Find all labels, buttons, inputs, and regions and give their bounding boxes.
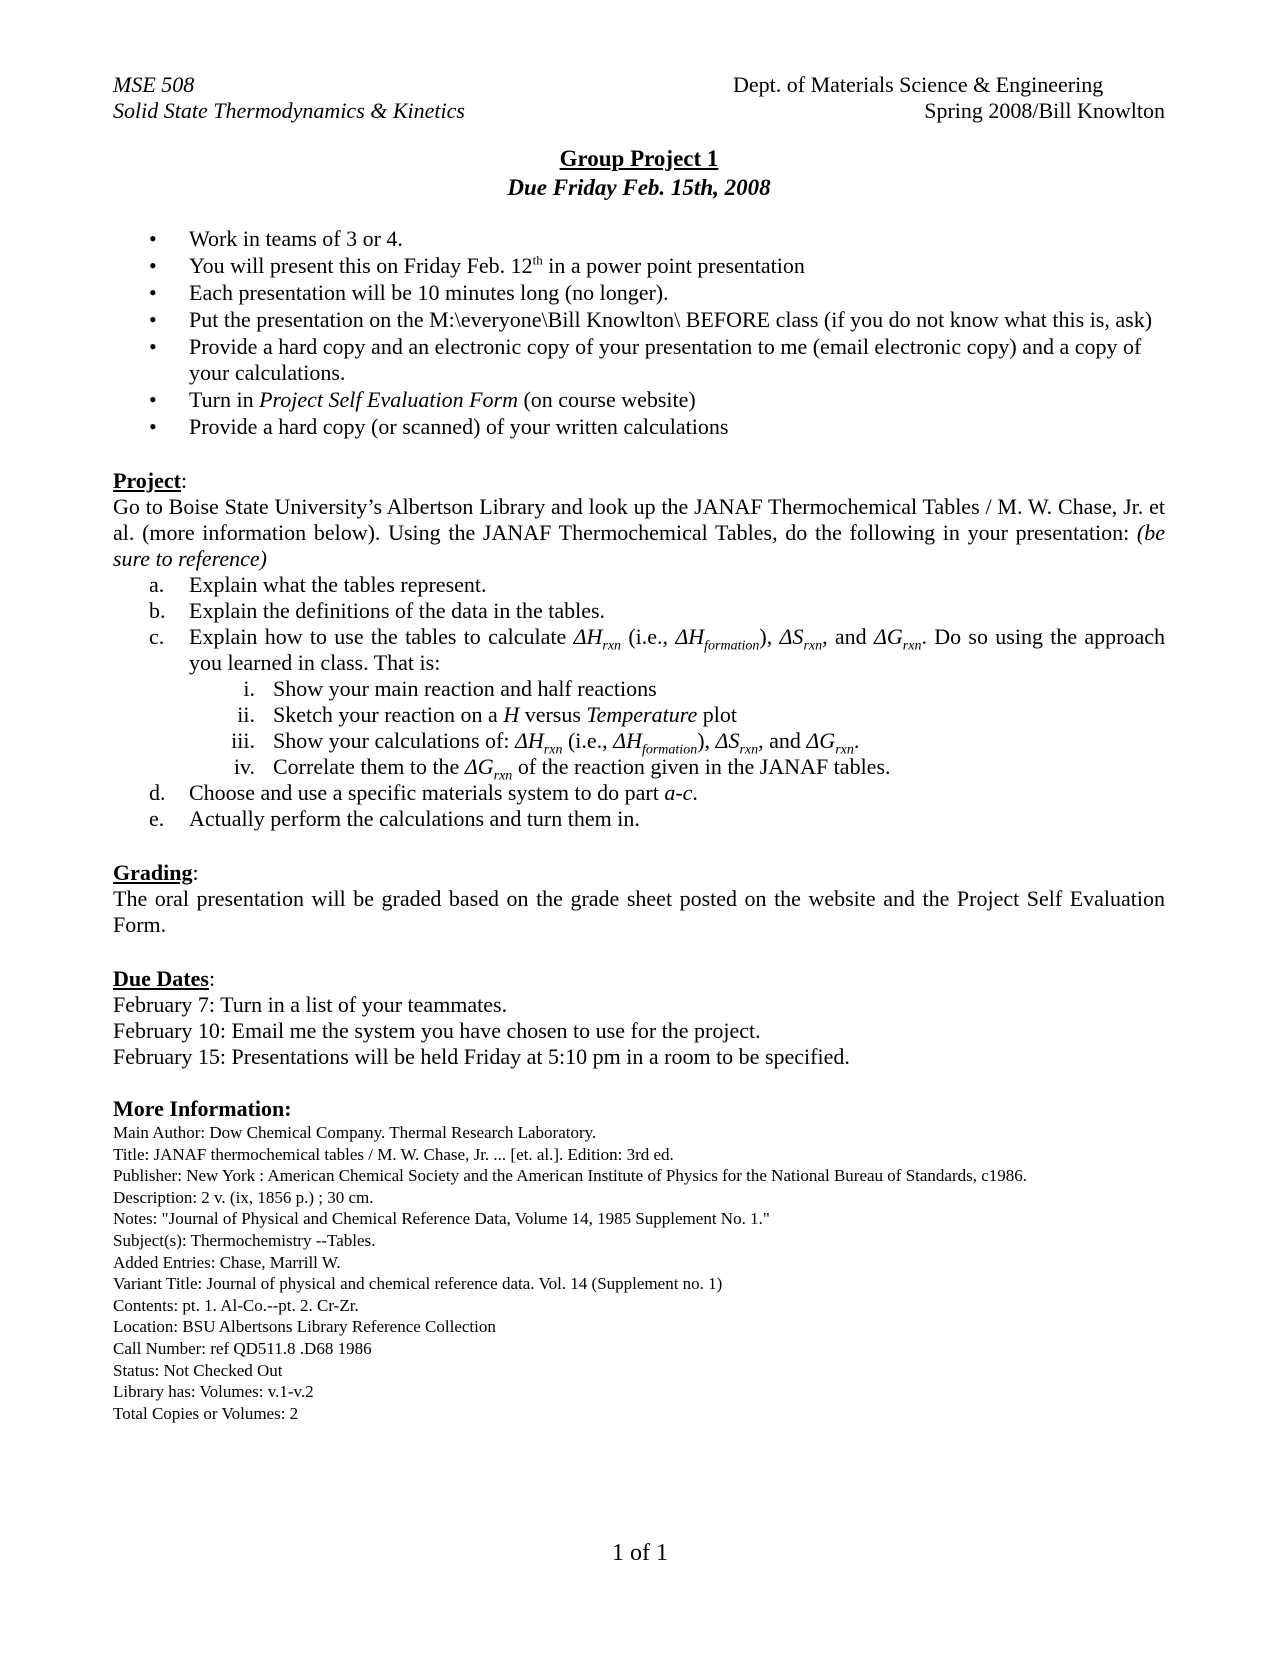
course-title: Solid State Thermodynamics & Kinetics — [113, 98, 465, 123]
project-steps — [113, 572, 1165, 832]
info-line: Location: BSU Albertsons Library Reference Collection — [113, 1317, 496, 1337]
term-instructor: Spring 2008/Bill Knowlton — [924, 98, 1165, 123]
list-item: i. Show your main reaction and half reactions — [243, 676, 657, 701]
project-intro: Go to Boise State University’s Albertson Library and look up the JANAF Thermochemical Tables / M. W. Chase, Jr. et al. (more information below). Using the JANAF Thermochemical Tables, do the following in your presentation: (be sure to reference) — [113, 494, 1165, 571]
grading-text: The oral presentation will be graded based on the grade sheet posted on the website and the Project Self Evaluation Form. — [113, 886, 1165, 937]
due-dates-heading: Due Dates — [113, 966, 209, 991]
header-row-1 — [113, 72, 1165, 98]
info-line: Title: JANAF thermochemical tables / M. W. Chase, Jr. ... [et. al.]. Edition: 3rd ed. — [113, 1144, 674, 1164]
course-code: MSE 508 — [113, 72, 195, 97]
more-info-block — [113, 1122, 1165, 1424]
list-item: • Work in teams of 3 or 4. — [113, 226, 1165, 252]
due-date-title: Due Friday Feb. 15th, 2008 — [507, 175, 771, 200]
due-dates-section: Due Dates: February 7: Turn in a list of your teammates. February 10: Email me the system you have chosen to use for the project. February 15: Presentations will be held Friday at 5:10 pm in a room to be specified. — [113, 966, 1165, 1070]
more-info-heading: More Information: — [113, 1096, 292, 1121]
list-item: • Provide a hard copy and an electronic copy of your presentation to me (email electronic copy) and a copy of your calculations. — [113, 334, 1165, 386]
grading-section: Grading: The oral presentation will be graded based on the grade sheet posted on the website and the Project Self Evaluation Form. — [113, 860, 1165, 937]
info-line: Publisher: New York : American Chemical Society and the American Institute of Physics for the National Bureau of Standards, c1986. — [113, 1166, 1028, 1186]
list-item: b. Explain the definitions of the data in the tables. — [149, 598, 606, 623]
list-item: iii. Show your calculations of: $\Delta H_{rxn}$ (i.e., $\Delta H_{formation}$), $\Delta S_{rxn}$, and $\Delta G_{rxn}$. — [231, 728, 860, 758]
info-line: Variant Title: Journal of physical and chemical reference data. Vol. 14 (Supplement no. 1) — [113, 1274, 723, 1294]
due-date-item: February 7: Turn in a list of your teammates. — [113, 992, 508, 1017]
info-line: Added Entries: Chase, Marrill W. — [113, 1252, 341, 1272]
project-section: Project: Go to Boise State University’s Albertson Library and look up the JANAF Thermochemical Tables / M. W. Chase, Jr. et al. (more information below). Using the JANAF Thermochemical Tables, do the following in your presentation: (be sure to reference) a. Explain what the tables represent. b. Explain the definitions of the data in the tables. c. Explain how to use the tables to calculate $\Delta H_{rxn}$ (i.e., $\Delta H_{formation}$), $\Delta S_{rxn}$, and $\Delta G_{rxn}$. Do so using the approach you learned in class. That is: i. Show your main reaction and half reactions ii. Sketch your reaction on a H versus Temperature plot iii. Show your calculations of: $\Delta H_{rxn}$ (i.e., $\Delta H_{formation}$), $\Delta S_{rxn}$, and $\Delta G_{rxn}$. iv. Correlate them to the $\Delta G_{rxn}$ of the reaction given in the JANAF tables. d. Choose and use a specific materials system to do part a-c. e. Actually perform the calculations and turn them in. — [113, 468, 1166, 831]
info-line: Notes: "Journal of Physical and Chemical Reference Data, Volume 14, 1985 Supplement No. 1." — [113, 1209, 770, 1229]
list-item: • Each presentation will be 10 minutes long (no longer). — [113, 280, 1165, 306]
document-page — [113, 72, 1165, 1424]
due-date-item: February 15: Presentations will be held Friday at 5:10 pm in a room to be specified. — [113, 1044, 850, 1069]
header-row-2 — [113, 98, 1165, 124]
instructions-list — [113, 226, 1165, 440]
list-item: • Provide a hard copy (or scanned) of your written calculations — [113, 414, 1165, 440]
project-substeps — [113, 676, 1165, 784]
list-item: • You will present this on Friday Feb. 12th in a power point presentation — [113, 253, 1165, 279]
info-line: Description: 2 v. (ix, 1856 p.) ; 30 cm. — [113, 1187, 374, 1207]
list-item: iv. Correlate them to the $\Delta G_{rxn}$ of the reaction given in the JANAF tables. — [233, 754, 891, 784]
grading-heading: Grading — [113, 860, 193, 885]
project-heading: Project — [113, 468, 181, 493]
info-line: Total Copies or Volumes: 2 — [113, 1403, 299, 1423]
list-item: e. Actually perform the calculations and turn them in. — [149, 806, 640, 831]
project-title: Group Project 1 — [559, 146, 719, 171]
list-item: • Turn in Project Self Evaluation Form (on course website) — [113, 387, 1165, 413]
page-number: 1 of 1 — [612, 1540, 668, 1566]
info-line: Subject(s): Thermochemistry --Tables. — [113, 1230, 376, 1250]
due-date-item: February 10: Email me the system you have chosen to use for the project. — [113, 1018, 761, 1043]
document-title — [113, 144, 1165, 202]
list-item: d. Choose and use a specific materials system to do part a-c. — [149, 780, 698, 805]
list-item: a. Explain what the tables represent. — [149, 572, 487, 597]
info-line: Call Number: ref QD511.8 .D68 1986 — [113, 1338, 372, 1358]
list-item: c. Explain how to use the tables to calculate $\Delta H_{rxn}$ (i.e., $\Delta H_{formation}$), $\Delta S_{rxn}$, and $\Delta G_{rxn}$. Do so using the approach you learned in class. That is: i. Show your main reaction and half reactions ii. Sketch your reaction on a H versus Temperature plot iii. Show your calculations of: $\Delta H_{rxn}$ (i.e., $\Delta H_{formation}$), $\Delta S_{rxn}$, and $\Delta G_{rxn}$. iv. Correlate them to the $\Delta G_{rxn}$ of the reaction given in the JANAF tables. — [113, 624, 1165, 780]
info-line: Status: Not Checked Out — [113, 1360, 283, 1380]
info-line: Library has: Volumes: v.1-v.2 — [113, 1382, 314, 1402]
list-item: ii. Sketch your reaction on a H versus Temperature plot — [237, 702, 737, 727]
department: Dept. of Materials Science & Engineering — [733, 72, 1104, 97]
list-item: • Put the presentation on the M:\everyone\Bill Knowlton\ BEFORE class (if you do not know what this is, ask) — [113, 307, 1165, 333]
info-line: Contents: pt. 1. Al-Co.--pt. 2. Cr-Zr. — [113, 1295, 359, 1315]
info-line: Main Author: Dow Chemical Company. Thermal Research Laboratory. — [113, 1123, 597, 1142]
